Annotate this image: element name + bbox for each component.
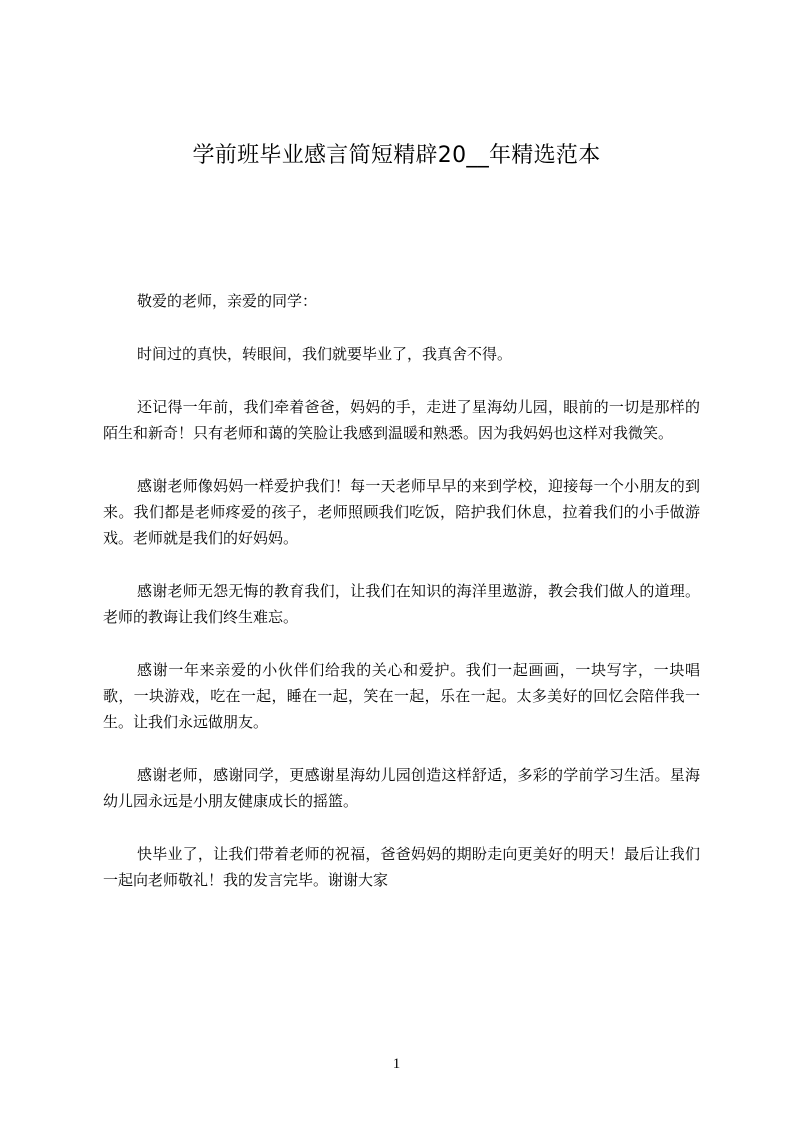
paragraph-time-flies: 时间过的真快，转眼间，我们就要毕业了，我真舍不得。 — [137, 345, 513, 363]
paragraph-closing: 快毕业了，让我们带着老师的祝福，爸爸妈妈的期盼走向更美好的明天！最后让我们一起向老师敬礼！我的发言完毕。谢谢大家 — [103, 845, 700, 889]
paragraph-thanks-teaching: 感谢老师无怨无悔的教育我们，让我们在知识的海洋里遨游，教会我们做人的道理。老师的教诲让我们终生难忘。 — [103, 582, 700, 626]
paragraph-greeting: 敬爱的老师，亲爱的同学： — [137, 292, 318, 310]
paragraph-memory: 还记得一年前，我们牵着爸爸，妈妈的手，走进了星海幼儿园，眼前的一切是那样的陌生和新奇！只有老师和蔼的笑脸让我感到温暖和熟悉。因为我妈妈也这样对我微笑。 — [103, 398, 700, 442]
document-body — [103, 288, 700, 920]
document-title: 学前班毕业感言简短精辟20__年精选范本 — [192, 143, 601, 168]
page-number: 1 — [392, 1056, 401, 1072]
paragraph-kindergarten: 感谢老师，感谢同学，更感谢星海幼儿园创造这样舒适，多彩的学前学习生活。星海幼儿园永远是小朋友健康成长的摇篮。 — [103, 766, 700, 810]
paragraph-thanks-care: 感谢老师像妈妈一样爱护我们！每一天老师早早的来到学校，迎接每一个小朋友的到来。我们都是老师疼爱的孩子，老师照顾我们吃饭，陪护我们休息，拉着我们的小手做游戏。老师就是我们的好妈妈。 — [103, 477, 700, 547]
paragraph-friends: 感谢一年来亲爱的小伙伴们给我的关心和爱护。我们一起画画，一块写字，一块唱歌，一块游戏，吃在一起，睡在一起，笑在一起，乐在一起。太多美好的回忆会陪伴我一生。让我们永远做朋友。 — [103, 661, 700, 731]
